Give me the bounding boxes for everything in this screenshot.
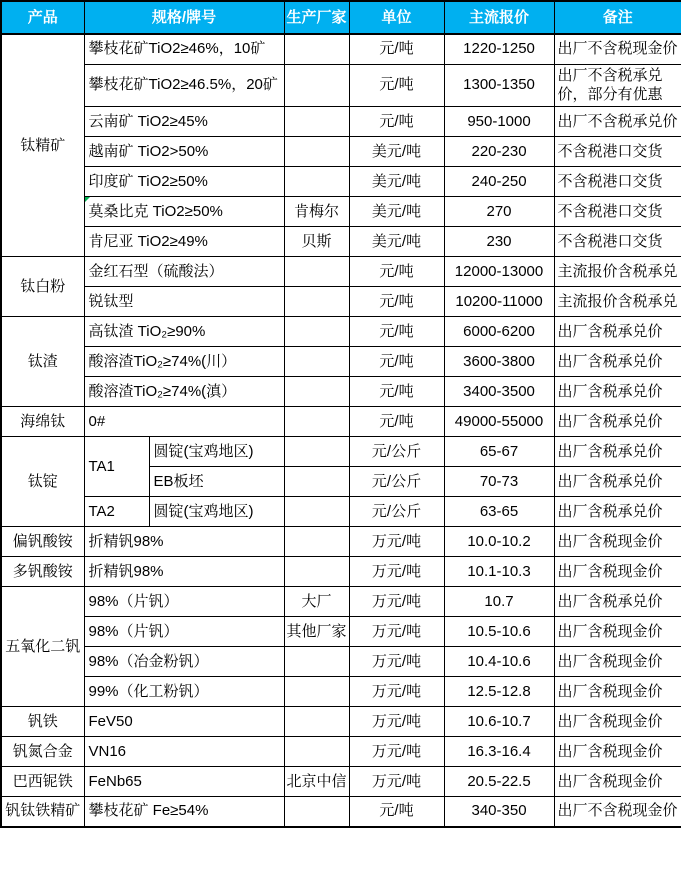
cell-unit: 元/吨 (349, 64, 444, 107)
cell-unit: 美元/吨 (349, 167, 444, 197)
header-note: 备注 (554, 1, 681, 34)
cell-spec: 0# (84, 407, 284, 437)
cell-spec: 折精钒98% (84, 527, 284, 557)
cell-manufacturer (284, 677, 349, 707)
cell-note: 出厂含税现金价 (554, 767, 681, 797)
cell-unit: 万元/吨 (349, 677, 444, 707)
table-row (1, 64, 681, 107)
cell-spec: 99%（化工粉钒） (84, 677, 284, 707)
cell-spec: 印度矿 TiO2≥50% (84, 167, 284, 197)
cell-note: 主流报价含税承兑 (554, 287, 681, 317)
header-price: 主流报价 (444, 1, 554, 34)
cell-price: 70-73 (444, 467, 554, 497)
table-row (1, 527, 681, 557)
cell-manufacturer: 其他厂家 (284, 617, 349, 647)
cell-product: 钒氮合金 (1, 737, 84, 767)
cell-note: 出厂含税现金价 (554, 707, 681, 737)
cell-note: 不含税港口交货 (554, 137, 681, 167)
cell-unit: 万元/吨 (349, 617, 444, 647)
cell-unit: 元/吨 (349, 797, 444, 827)
cell-manufacturer (284, 467, 349, 497)
cell-price: 3600-3800 (444, 347, 554, 377)
cell-price: 16.3-16.4 (444, 737, 554, 767)
cell-spec-type: 圆锭(宝鸡地区) (149, 437, 284, 467)
cell-price: 270 (444, 197, 554, 227)
cell-manufacturer (284, 377, 349, 407)
cell-product: 巴西铌铁 (1, 767, 84, 797)
cell-price: 240-250 (444, 167, 554, 197)
cell-spec: 莫桑比克 TiO2≥50% (84, 197, 284, 227)
cell-note: 出厂不含税现金价 (554, 34, 681, 64)
cell-unit: 元/吨 (349, 407, 444, 437)
cell-product: 钒铁 (1, 707, 84, 737)
cell-manufacturer (284, 497, 349, 527)
cell-product: 多钒酸铵 (1, 557, 84, 587)
table-body (1, 34, 681, 827)
cell-unit: 万元/吨 (349, 737, 444, 767)
cell-price: 12000-13000 (444, 257, 554, 287)
cell-product: 钛渣 (1, 317, 84, 407)
table-row (1, 617, 681, 647)
cell-manufacturer (284, 407, 349, 437)
cell-manufacturer (284, 137, 349, 167)
cell-spec: FeNb65 (84, 767, 284, 797)
cell-unit: 万元/吨 (349, 587, 444, 617)
cell-product: 钛白粉 (1, 257, 84, 317)
cell-spec: 攀枝花矿 Fe≥54% (84, 797, 284, 827)
cell-spec: 攀枝花矿TiO2≥46.5%，20矿 (84, 64, 284, 107)
cell-manufacturer: 北京中信 (284, 767, 349, 797)
cell-price: 3400-3500 (444, 377, 554, 407)
cell-unit: 万元/吨 (349, 707, 444, 737)
table-row (1, 317, 681, 347)
cell-manufacturer (284, 527, 349, 557)
cell-price: 10200-11000 (444, 287, 554, 317)
table-row (1, 197, 681, 227)
header-spec: 规格/牌号 (84, 1, 284, 34)
table-row (1, 557, 681, 587)
cell-spec: 锐钛型 (84, 287, 284, 317)
cell-price: 6000-6200 (444, 317, 554, 347)
cell-product: 偏钒酸铵 (1, 527, 84, 557)
cell-price: 10.6-10.7 (444, 707, 554, 737)
cell-note: 出厂含税现金价 (554, 557, 681, 587)
cell-spec-grade: TA1 (84, 437, 149, 497)
cell-spec: 酸溶渣TiO₂≥74%(川） (84, 347, 284, 377)
cell-price: 1300-1350 (444, 64, 554, 107)
cell-unit: 元/公斤 (349, 437, 444, 467)
cell-note: 主流报价含税承兑 (554, 257, 681, 287)
cell-unit: 元/吨 (349, 107, 444, 137)
cell-spec: 折精钒98% (84, 557, 284, 587)
cell-price: 220-230 (444, 137, 554, 167)
cell-price: 230 (444, 227, 554, 257)
cell-price: 1220-1250 (444, 34, 554, 64)
cell-manufacturer: 大厂 (284, 587, 349, 617)
cell-spec: FeV50 (84, 707, 284, 737)
cell-manufacturer (284, 647, 349, 677)
cell-note: 不含税港口交货 (554, 227, 681, 257)
cell-manufacturer (284, 167, 349, 197)
cell-manufacturer (284, 257, 349, 287)
cell-spec: 攀枝花矿TiO2≥46%，10矿 (84, 34, 284, 64)
table-row (1, 767, 681, 797)
table-row (1, 34, 681, 64)
cell-product: 钛锭 (1, 437, 84, 527)
cell-unit: 元/吨 (349, 377, 444, 407)
cell-unit: 元/公斤 (349, 497, 444, 527)
cell-unit: 万元/吨 (349, 527, 444, 557)
cell-note: 出厂含税现金价 (554, 527, 681, 557)
cell-spec: 高钛渣 TiO₂≥90% (84, 317, 284, 347)
cell-unit: 美元/吨 (349, 227, 444, 257)
header-row (1, 1, 681, 34)
table-row (1, 677, 681, 707)
cell-manufacturer: 贝斯 (284, 227, 349, 257)
table-row (1, 287, 681, 317)
cell-spec-type: 圆锭(宝鸡地区) (149, 497, 284, 527)
cell-price: 65-67 (444, 437, 554, 467)
table-row (1, 107, 681, 137)
cell-note: 出厂含税现金价 (554, 737, 681, 767)
cell-unit: 万元/吨 (349, 647, 444, 677)
cell-note: 出厂含税承兑价 (554, 407, 681, 437)
cell-spec: 越南矿 TiO2>50% (84, 137, 284, 167)
cell-price: 950-1000 (444, 107, 554, 137)
cell-unit: 美元/吨 (349, 137, 444, 167)
cell-price: 20.5-22.5 (444, 767, 554, 797)
cell-manufacturer (284, 317, 349, 347)
cell-price: 10.4-10.6 (444, 647, 554, 677)
cell-note: 出厂含税承兑价 (554, 437, 681, 467)
table-row (1, 497, 681, 527)
cell-note: 出厂含税现金价 (554, 617, 681, 647)
cell-note: 出厂含税承兑价 (554, 347, 681, 377)
cell-note: 出厂不含税承兑价，部分有优惠 (554, 64, 681, 107)
cell-unit: 万元/吨 (349, 767, 444, 797)
cell-manufacturer (284, 797, 349, 827)
cell-unit: 元/吨 (349, 287, 444, 317)
table-row (1, 377, 681, 407)
cell-price: 10.0-10.2 (444, 527, 554, 557)
cell-unit: 万元/吨 (349, 557, 444, 587)
cell-note: 出厂含税承兑价 (554, 497, 681, 527)
header-manufacturer: 生产厂家 (284, 1, 349, 34)
cell-price: 63-65 (444, 497, 554, 527)
cell-note: 出厂含税承兑价 (554, 317, 681, 347)
table-row (1, 797, 681, 827)
cell-price: 12.5-12.8 (444, 677, 554, 707)
cell-manufacturer (284, 34, 349, 64)
table-row (1, 137, 681, 167)
cell-manufacturer (284, 437, 349, 467)
cell-note: 出厂含税承兑价 (554, 467, 681, 497)
table-row (1, 347, 681, 377)
table-row (1, 737, 681, 767)
cell-note: 出厂不含税承兑价 (554, 107, 681, 137)
cell-spec: 肯尼亚 TiO2≥49% (84, 227, 284, 257)
cell-spec: 酸溶渣TiO₂≥74%(滇） (84, 377, 284, 407)
cell-spec: 云南矿 TiO2≥45% (84, 107, 284, 137)
cell-manufacturer (284, 107, 349, 137)
cell-price: 340-350 (444, 797, 554, 827)
table-row (1, 167, 681, 197)
cell-note: 出厂不含税现金价 (554, 797, 681, 827)
table-row (1, 437, 681, 467)
cell-price: 10.5-10.6 (444, 617, 554, 647)
cell-manufacturer (284, 737, 349, 767)
table-row (1, 227, 681, 257)
cell-note: 出厂含税现金价 (554, 677, 681, 707)
cell-note: 出厂含税现金价 (554, 647, 681, 677)
cell-note: 出厂含税承兑价 (554, 587, 681, 617)
cell-price: 10.7 (444, 587, 554, 617)
header-product: 产品 (1, 1, 84, 34)
cell-unit: 元/吨 (349, 257, 444, 287)
cell-spec: VN16 (84, 737, 284, 767)
cell-price: 49000-55000 (444, 407, 554, 437)
cell-price: 10.1-10.3 (444, 557, 554, 587)
cell-unit: 美元/吨 (349, 197, 444, 227)
cell-spec: 98%（片钒） (84, 587, 284, 617)
table-row (1, 407, 681, 437)
cell-manufacturer (284, 287, 349, 317)
cell-product: 钒钛铁精矿 (1, 797, 84, 827)
cell-spec: 金红石型（硫酸法） (84, 257, 284, 287)
cell-product: 钛精矿 (1, 34, 84, 257)
table-row (1, 587, 681, 617)
cell-unit: 元/吨 (349, 347, 444, 377)
cell-unit: 元/吨 (349, 317, 444, 347)
cell-manufacturer (284, 707, 349, 737)
cell-spec-grade: TA2 (84, 497, 149, 527)
table-row (1, 707, 681, 737)
cell-unit: 元/公斤 (349, 467, 444, 497)
cell-note: 出厂含税承兑价 (554, 377, 681, 407)
cell-manufacturer (284, 347, 349, 377)
cell-spec-type: EB板坯 (149, 467, 284, 497)
cell-manufacturer (284, 557, 349, 587)
cell-product: 海绵钛 (1, 407, 84, 437)
cell-unit: 元/吨 (349, 34, 444, 64)
cell-manufacturer (284, 64, 349, 107)
cell-product: 五氧化二钒 (1, 587, 84, 707)
table-row (1, 647, 681, 677)
table-row (1, 257, 681, 287)
cell-note: 不含税港口交货 (554, 167, 681, 197)
cell-manufacturer: 肯梅尔 (284, 197, 349, 227)
header-unit: 单位 (349, 1, 444, 34)
cell-spec: 98%（片钒） (84, 617, 284, 647)
comment-marker-icon (85, 197, 90, 202)
cell-spec: 98%（冶金粉钒） (84, 647, 284, 677)
cell-note: 不含税港口交货 (554, 197, 681, 227)
